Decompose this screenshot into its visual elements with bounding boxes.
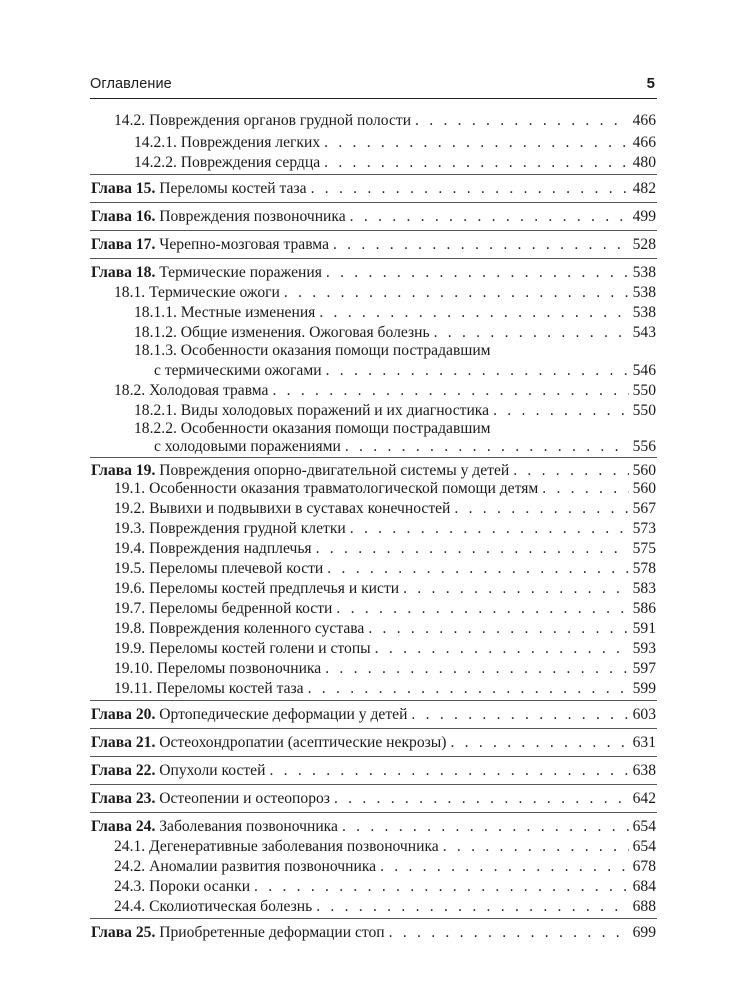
toc-chapter[interactable] — [91, 814, 656, 836]
toc-entry[interactable] — [114, 676, 656, 698]
section-divider — [90, 728, 657, 729]
toc-entry-page: 573 — [632, 520, 656, 537]
toc-entry-label: 18.2.1. Виды холодовых поражений и их диагностика — [134, 402, 490, 419]
toc-entry-label: 19.5. Переломы плечевой кости — [114, 560, 324, 577]
leader-dots — [411, 705, 628, 724]
chapter-number: 21. — [135, 734, 156, 751]
section-divider — [90, 700, 657, 701]
toc-entry-label: 18.1.1. Местные изменения — [134, 304, 316, 321]
leader-dots — [333, 235, 629, 254]
toc-entry-page: 688 — [632, 898, 656, 915]
chapter-number: 18. — [135, 264, 156, 281]
toc-entry-page: 538 — [632, 264, 656, 281]
chapter-title: Заболевания позвоночника — [159, 818, 338, 835]
toc-entry-page: 575 — [632, 540, 656, 557]
chapter-number: 22. — [135, 762, 156, 779]
chapter-title: Черепно-мозговая травма — [159, 236, 329, 253]
chapter-word: Глава — [91, 236, 132, 253]
toc-entry[interactable] — [114, 656, 656, 678]
toc-entry-page: 642 — [632, 790, 656, 807]
leader-dots — [350, 207, 629, 226]
chapter-word: Глава — [91, 462, 132, 479]
toc-entry-label: 19.10. Переломы позвоночника — [114, 660, 322, 677]
leader-dots — [334, 789, 629, 808]
chapter-word: Глава — [91, 818, 132, 835]
page-number: 5 — [646, 75, 655, 92]
leader-dots — [316, 897, 628, 916]
toc-entry[interactable] — [114, 496, 656, 518]
toc-entry[interactable] — [114, 874, 656, 896]
toc-entry-page: 654 — [632, 838, 656, 855]
chapter-number: 24. — [135, 818, 156, 835]
leader-dots — [389, 923, 629, 942]
toc-entry[interactable] — [134, 150, 656, 172]
toc-entry[interactable] — [134, 300, 656, 322]
toc-entry-page: 631 — [632, 734, 656, 751]
toc-entry-label: 18.1.3. Особенности оказания помощи пострадавшим — [134, 342, 491, 359]
chapter-title: Остеопении и остеопороз — [159, 790, 330, 807]
toc-entry-page: 550 — [632, 402, 656, 419]
toc-entry[interactable] — [114, 596, 656, 618]
chapter-title: Остеохондропатии (асептические некрозы) — [159, 734, 447, 751]
toc-entry[interactable] — [114, 378, 656, 400]
section-divider — [90, 784, 657, 785]
chapter-word: Глава — [91, 924, 132, 941]
toc-entry-page: 567 — [632, 500, 656, 517]
chapter-title: Приобретенные деформации стоп — [159, 924, 385, 941]
chapter-number: 25. — [135, 924, 156, 941]
toc-entry-page: 556 — [632, 438, 656, 455]
toc-entry-page: 583 — [632, 580, 656, 597]
toc-entry-page: 538 — [632, 284, 656, 301]
leader-dots — [493, 401, 629, 420]
chapter-word: Глава — [91, 706, 132, 723]
toc-entry-page: 684 — [632, 878, 656, 895]
toc-entry-page: 578 — [632, 560, 656, 577]
chapter-title: Термические поражения — [159, 264, 322, 281]
toc-entry-label: 19.6. Переломы костей предплечья и кисти — [114, 580, 400, 597]
leader-dots — [415, 111, 629, 130]
chapter-title: Переломы костей таза — [159, 180, 307, 197]
toc-entry-label-cont: с термическими ожогами — [154, 362, 322, 379]
toc-entry-page: 466 — [632, 112, 656, 129]
toc-entry-page: 499 — [632, 208, 656, 225]
chapter-word: Глава — [91, 734, 132, 751]
toc-entry-label: 18.1. Термические ожоги — [114, 284, 280, 301]
chapter-number: 19. — [135, 462, 156, 479]
toc-entry-page: 699 — [632, 924, 656, 941]
toc-entry[interactable] — [114, 616, 656, 638]
toc-entry[interactable] — [114, 894, 656, 916]
toc-entry[interactable] — [114, 854, 656, 876]
toc-entry[interactable] — [114, 576, 656, 598]
chapter-number: 16. — [135, 208, 156, 225]
toc-entry-page: 543 — [632, 324, 656, 341]
toc-entry-label-cont: с холодовыми поражениями — [154, 438, 341, 455]
running-title: Оглавление — [90, 76, 172, 92]
leader-dots — [269, 761, 628, 780]
toc-entry-page: 560 — [632, 462, 656, 479]
toc-entry-label: 19.3. Повреждения грудной клетки — [114, 520, 346, 537]
toc-entry-page: 599 — [632, 680, 656, 697]
toc-entry[interactable] — [114, 476, 656, 498]
toc-entry[interactable] — [114, 536, 656, 558]
toc-entry-label: 19.1. Особенности оказания травматологической помощи детям — [114, 480, 539, 497]
toc-chapter[interactable] — [91, 730, 656, 752]
toc-entry-page: 550 — [632, 382, 656, 399]
chapter-number: 17. — [135, 236, 156, 253]
toc-entry-page: 482 — [632, 180, 656, 197]
leader-dots — [311, 179, 629, 198]
toc-chapter[interactable] — [91, 204, 656, 226]
chapter-title: Повреждения опорно-двигательной системы у детей — [159, 462, 510, 479]
section-divider — [90, 258, 657, 259]
chapter-number: 15. — [135, 180, 156, 197]
toc-entry-label: 24.3. Пороки осанки — [114, 878, 251, 895]
toc-entry[interactable] — [114, 280, 656, 302]
toc-entry[interactable] — [134, 130, 656, 152]
toc-entry-label: 19.2. Вывихи и подвывихи в суставах конечностей — [114, 500, 451, 517]
toc-chapter[interactable] — [91, 260, 656, 282]
chapter-title: Ортопедические деформации у детей — [159, 706, 408, 723]
chapter-word: Глава — [91, 790, 132, 807]
toc-entry-page: 597 — [632, 660, 656, 677]
toc-entry-page: 654 — [632, 818, 656, 835]
toc-entry[interactable] — [114, 556, 656, 578]
leader-dots — [450, 733, 628, 752]
toc-entry-label: 24.1. Дегенеративные заболевания позвоночника — [114, 838, 439, 855]
toc-entry-page: 538 — [632, 304, 656, 321]
section-divider — [90, 812, 657, 813]
toc-entry-page: 593 — [632, 640, 656, 657]
toc-entry[interactable] — [114, 834, 656, 856]
chapter-title: Опухоли костей — [159, 762, 266, 779]
chapter-title: Повреждения позвоночника — [159, 208, 346, 225]
toc-entry-page: 480 — [632, 154, 656, 171]
toc-entry-label: 19.11. Переломы костей таза — [114, 680, 304, 697]
toc-entry-label: 14.2.2. Повреждения сердца — [134, 154, 321, 171]
leader-dots — [324, 153, 628, 172]
section-divider — [90, 756, 657, 757]
leader-dots — [308, 679, 629, 698]
toc-entry-label: 19.9. Переломы костей голени и стопы — [114, 640, 371, 657]
toc-entry[interactable] — [114, 108, 656, 130]
chapter-number: 23. — [135, 790, 156, 807]
section-divider — [90, 174, 657, 175]
toc-entry-label: 18.2.2. Особенности оказания помощи пострадавшим — [134, 420, 491, 437]
toc-entry-label: 19.4. Повреждения надплечья — [114, 540, 312, 557]
toc-entry-page: 528 — [632, 236, 656, 253]
toc-entry-page: 638 — [632, 762, 656, 779]
chapter-word: Глава — [91, 180, 132, 197]
chapter-word: Глава — [91, 264, 132, 281]
toc-entry-page: 591 — [632, 620, 656, 637]
toc-entry-label: 24.4. Сколиотическая болезнь — [114, 898, 313, 915]
toc-entry[interactable] — [154, 358, 656, 380]
toc-entry-label: 19.8. Повреждения коленного сустава — [114, 620, 365, 637]
toc-entry-label: 19.7. Переломы бедренной кости — [114, 600, 333, 617]
toc-chapter[interactable] — [91, 758, 656, 780]
toc-entry[interactable] — [114, 516, 656, 538]
toc-entry-label: 24.2. Аномалии развития позвоночника — [114, 858, 377, 875]
toc-entry-page: 560 — [632, 480, 656, 497]
toc-entry-label: 14.2. Повреждения органов грудной полости — [114, 112, 412, 129]
toc-chapter[interactable] — [91, 176, 656, 198]
toc-entry-label: 18.1.2. Общие изменения. Ожоговая болезнь — [134, 324, 430, 341]
chapter-word: Глава — [91, 208, 132, 225]
leader-dots — [345, 437, 629, 456]
toc-entry[interactable] — [154, 434, 656, 456]
toc-chapter[interactable] — [91, 786, 656, 808]
toc-entry-page: 586 — [632, 600, 656, 617]
chapter-word: Глава — [91, 762, 132, 779]
toc-entry-page: 546 — [632, 362, 656, 379]
toc-chapter[interactable] — [91, 702, 656, 724]
toc-entry-page: 466 — [632, 134, 656, 151]
toc-entry-page: 603 — [632, 706, 656, 723]
section-divider — [90, 202, 657, 203]
toc-entry-page: 678 — [632, 858, 656, 875]
section-divider — [90, 230, 657, 231]
toc-chapter[interactable] — [91, 920, 656, 942]
toc-chapter[interactable] — [91, 232, 656, 254]
toc-entry-label: 14.2.1. Повреждения легких — [134, 134, 321, 151]
toc-entry-label: 18.2. Холодовая травма — [114, 382, 269, 399]
chapter-number: 20. — [135, 706, 156, 723]
toc-entry[interactable] — [114, 636, 656, 658]
section-divider — [90, 918, 657, 919]
